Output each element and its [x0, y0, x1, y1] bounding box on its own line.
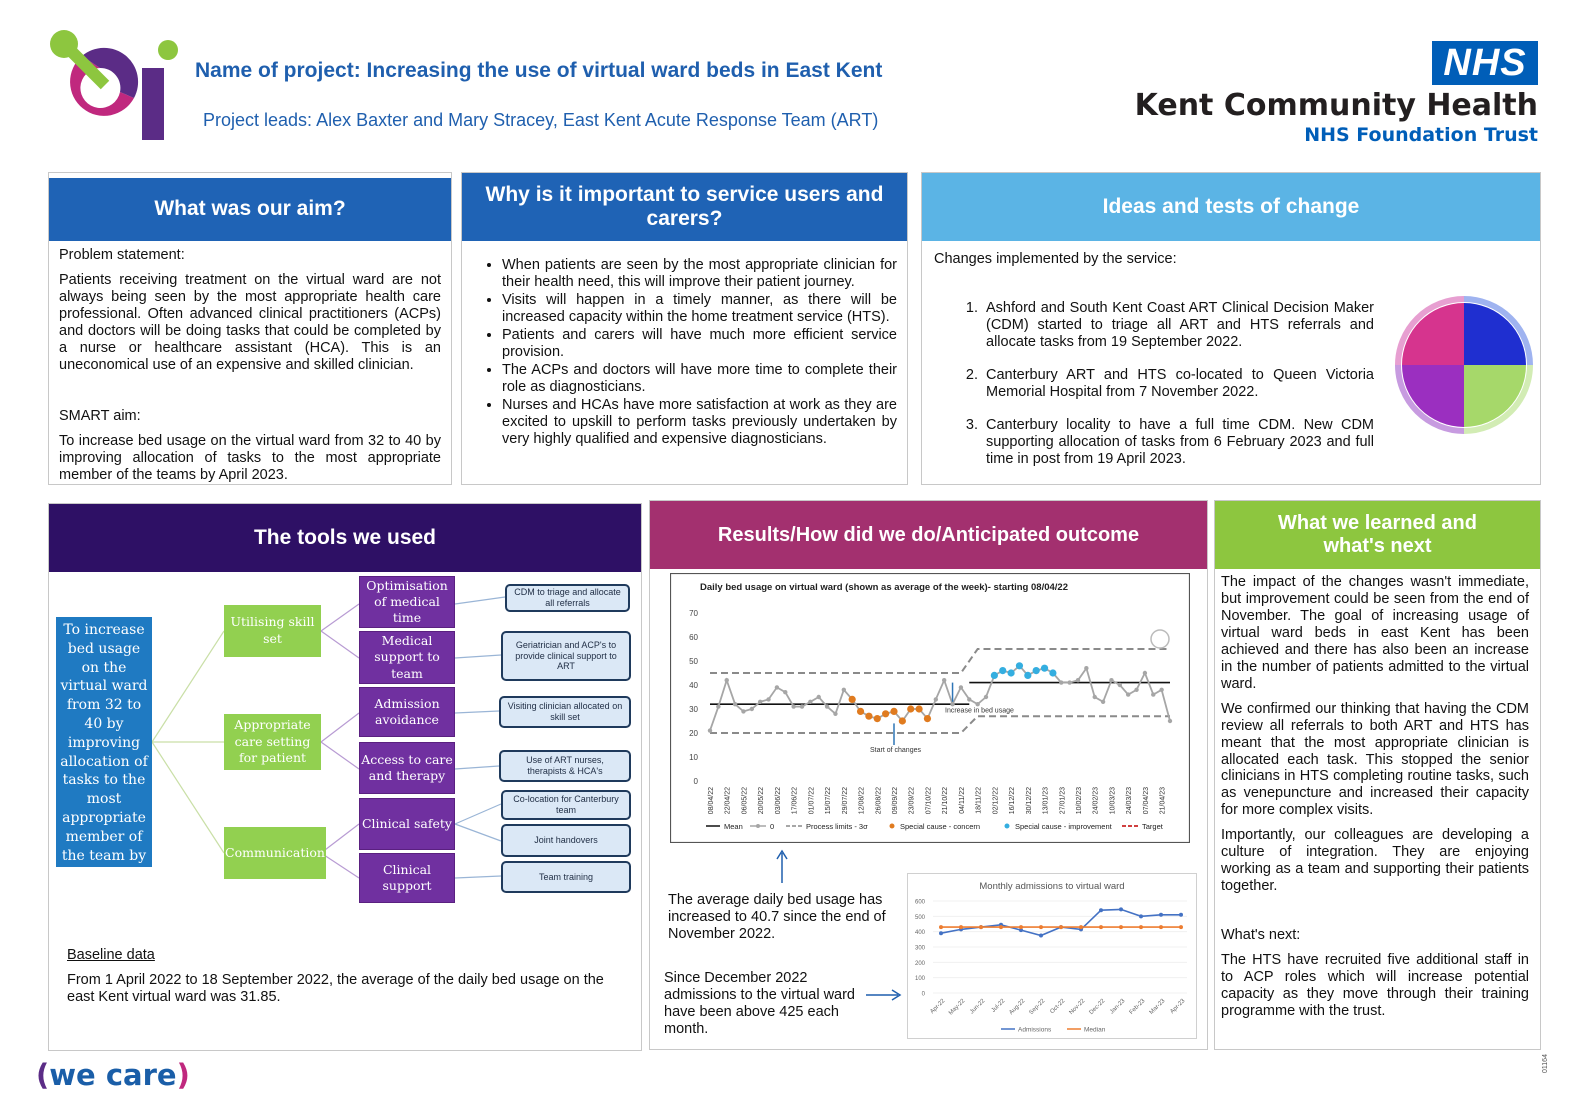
y-tick-label: 70 — [689, 609, 698, 618]
arrow-right-icon — [864, 985, 902, 1005]
spc-chart — [670, 573, 1190, 843]
x-tick-label: 29/07/22 — [841, 787, 849, 815]
data-point — [934, 697, 938, 701]
data-point — [924, 715, 931, 722]
data-point — [857, 708, 864, 715]
data-point — [890, 708, 897, 715]
data-point — [783, 690, 787, 694]
x-tick-label: Oct-22 — [1049, 998, 1067, 1016]
data-point — [1109, 678, 1113, 682]
why-bullet: • Patients and carers will have much more efficient service provision. — [502, 327, 897, 361]
data-point — [1179, 925, 1183, 929]
x-tick-label: 27/01/23 — [1059, 787, 1067, 815]
x-tick-label: Mar-23 — [1148, 998, 1167, 1016]
project-leads: Project leads: Alex Baxter and Mary Stracey, East Kent Acute Response Team (ART) — [203, 110, 879, 130]
data-point — [979, 925, 983, 929]
change-idea: Co-location for Canterbury team — [501, 790, 631, 820]
data-point — [833, 712, 837, 716]
data-point — [967, 697, 971, 701]
x-tick-label: Aug-22 — [1008, 998, 1027, 1017]
x-tick-label: Jun-22 — [969, 998, 987, 1016]
why-bullets — [462, 257, 897, 447]
data-point — [1119, 907, 1123, 911]
we-care-logo — [36, 1058, 190, 1092]
data-point — [865, 713, 872, 720]
data-point — [882, 710, 889, 717]
x-tick-label: 01/07/22 — [808, 787, 816, 815]
data-point — [1076, 678, 1080, 682]
data-point — [1119, 925, 1123, 929]
why-bullet: • Visits will happen in a timely manner, as there will be increased capacity within the home treatment service (HTS). — [502, 292, 897, 326]
secondary-driver: Access to care and therapy — [359, 742, 455, 794]
data-point — [1126, 692, 1130, 696]
x-tick-label: 16/12/22 — [1009, 787, 1017, 815]
data-point — [942, 678, 946, 682]
why-bullet: • When patients are seen by the most appropriate clinician for their health need, this will improve their patient journey. — [502, 257, 897, 291]
org-trust: NHS Foundation Trust — [1304, 124, 1538, 146]
data-point — [741, 709, 745, 713]
legend-swatch-dot — [756, 824, 760, 828]
idea-item: 3. Canterbury locality to have a full time CDM. New CDM supporting allocation of tasks from 6 February 2023 and full time in post from 19 April 2023. — [982, 417, 1374, 468]
data-point — [708, 728, 712, 732]
chart-title: Daily bed usage on virtual ward (shown as average of the week)- starting 08/04/22 — [700, 582, 1068, 593]
legend-label: Special cause - concern — [900, 822, 981, 831]
data-point — [1168, 719, 1172, 723]
data-point — [1099, 908, 1103, 912]
data-point — [915, 705, 922, 712]
x-tick-label: 22/04/22 — [724, 787, 732, 815]
data-point — [1033, 667, 1040, 674]
secondary-driver: Optimisation of medical time — [359, 576, 455, 628]
data-point — [999, 925, 1003, 929]
data-point — [775, 685, 779, 689]
smart-text: To increase bed usage on the virtual ward from 32 to 40 by improving allocation of tasks to the most appropriate member of the teams by April 2023. — [59, 432, 441, 483]
data-point — [950, 702, 954, 706]
why-bullet: • The ACPs and doctors will have more time to complete their role as diagnosticians. — [502, 362, 897, 396]
idea-item: 2. Canterbury ART and HTS co-located to Queen Victoria Memorial Hospital from 7 November 2022. — [982, 367, 1374, 401]
legend-swatch-improvement — [1005, 824, 1010, 829]
data-point — [1007, 669, 1014, 676]
data-point — [1019, 925, 1023, 929]
baseline-text: From 1 April 2022 to 18 September 2022, the average of the daily bed usage on the east Kent virtual ward was 31.85. — [67, 971, 604, 1005]
data-point — [991, 672, 998, 679]
data-point — [874, 715, 881, 722]
data-point — [959, 685, 963, 689]
y-tick-label: 10 — [689, 753, 698, 762]
y-tick-label: 30 — [689, 705, 698, 714]
results-note-1: The average daily bed usage has increased to 40.7 since the end of November 2022. — [668, 892, 886, 942]
data-point — [984, 695, 988, 699]
data-point — [1159, 925, 1163, 929]
driver-goal: To increase bed usage on the virtual ward from 32 to 40 by improving allocation of tasks to the most appropriate member of the team by April 2023 — [56, 617, 152, 867]
y-tick-label: 50 — [689, 657, 698, 666]
results-note-2: Since December 2022 admissions to the virtual ward have been above 425 each month. — [664, 970, 855, 1037]
data-point — [1059, 680, 1063, 684]
data-point — [1041, 665, 1048, 672]
pdsa-cycle-icon — [1394, 295, 1534, 435]
bracket-left-icon: ( — [36, 1058, 50, 1092]
legend-label: Admissions — [1018, 1026, 1052, 1034]
change-idea: Team training — [501, 861, 631, 893]
secondary-driver: Medical support to team — [359, 631, 455, 684]
data-point — [1101, 700, 1105, 704]
primary-driver: Communication — [224, 827, 326, 879]
data-point — [975, 702, 979, 706]
project-title: Name of project: Increasing the use of virtual ward beds in East Kent — [195, 59, 883, 82]
tools-panel — [48, 503, 642, 1051]
data-point — [758, 700, 762, 704]
x-tick-label: 03/06/22 — [774, 787, 782, 815]
data-point — [939, 925, 943, 929]
data-point — [817, 695, 821, 699]
why-panel — [461, 172, 908, 485]
x-tick-label: 07/10/22 — [925, 787, 933, 815]
data-point — [842, 688, 846, 692]
data-point — [849, 696, 856, 703]
data-point — [800, 704, 804, 708]
bracket-right-icon: ) — [176, 1058, 190, 1092]
data-point — [959, 925, 963, 929]
x-tick-label: Dec-22 — [1088, 998, 1107, 1017]
x-tick-label: Apr-23 — [1169, 998, 1187, 1016]
x-tick-label: 06/05/22 — [741, 787, 749, 815]
problem-text: Patients receiving treatment on the virtual ward are not always being seen by the most appropriate health care professional. Often advanced clinical practitioners (ACPs) and doctors will be doing tasks that could be completed by a nurse or healthcare assistant (HCA). This is an uneconomical use of an expensive and skilled clinician. — [59, 271, 441, 373]
y-tick-label: 20 — [689, 729, 698, 738]
y-tick-label: 500 — [914, 914, 925, 921]
tools-heading: The tools we used — [49, 504, 641, 572]
y-tick-label: 100 — [914, 976, 925, 983]
learned-p4: The HTS have recruited five additional staff in to ACP roles which will increase potential capacity as they move through their training programme with the trust. — [1221, 952, 1529, 1019]
poster-code: 01164 — [1541, 1054, 1549, 1073]
data-point — [808, 700, 812, 704]
learned-p2: We confirmed our thinking that having the CDM review all referrals to both ART and HTS has meant that the most appropriate clinician is allocated each task. This stopped the senior clinicians in HTS completing routine tasks, such as venepuncture and increased their capacity for more complex visits. — [1221, 700, 1529, 819]
aim-panel — [48, 172, 452, 485]
ideas-heading: Ideas and tests of change — [922, 173, 1540, 241]
y-tick-label: 300 — [914, 945, 925, 952]
x-tick-label: Sep-22 — [1028, 998, 1047, 1017]
next-label: What's next: — [1221, 927, 1301, 944]
y-tick-label: 0 — [921, 991, 925, 998]
annotation-label: Start of changes — [870, 747, 921, 755]
x-tick-label: 09/09/22 — [892, 787, 899, 815]
arrow-up-icon — [772, 849, 792, 885]
data-point — [1179, 913, 1183, 917]
x-tick-label: 10/02/23 — [1076, 787, 1083, 815]
x-tick-label: 30/12/22 — [1025, 787, 1033, 815]
legend-label: Mean — [724, 822, 743, 831]
change-idea: Geriatrician and ACP's to provide clinical support to ART — [501, 631, 631, 681]
x-tick-label: 12/08/22 — [858, 787, 866, 815]
why-heading: Why is it important to service users and carers? — [462, 173, 907, 241]
why-bullet: • Nurses and HCAs have more satisfaction at work as they are excited to upskill to perform tasks previously undertaken by very highly qualified and expensive diagnosticians. — [502, 397, 897, 448]
x-tick-label: Jan-23 — [1109, 998, 1127, 1016]
x-tick-label: 10/03/23 — [1109, 787, 1117, 815]
x-tick-label: 21/04/23 — [1159, 787, 1167, 815]
nhs-badge: NHS — [1432, 41, 1538, 85]
data-point — [733, 702, 737, 706]
x-tick-label: 08/04/22 — [708, 787, 715, 815]
y-tick-label: 0 — [693, 777, 698, 786]
data-point — [1139, 914, 1143, 918]
change-idea: Visiting clinician allocated on skill set — [499, 696, 631, 728]
legend-label: 0 — [770, 822, 775, 831]
change-idea: Joint handovers — [501, 824, 631, 857]
x-tick-label: Nov-22 — [1068, 998, 1087, 1017]
x-tick-label: 17/06/22 — [791, 787, 799, 815]
x-tick-label: Jul-22 — [990, 998, 1007, 1014]
learned-p3: Importantly, our colleagues are developing a culture of integration. They are enjoying working as a team and supporting their patients together. — [1221, 827, 1529, 895]
data-point — [1059, 925, 1063, 929]
data-point — [899, 717, 906, 724]
data-point — [1039, 934, 1043, 938]
secondary-driver: Admission avoidance — [359, 687, 455, 737]
legend-label: Median — [1084, 1026, 1106, 1034]
data-point — [766, 697, 770, 701]
admissions-chart — [907, 873, 1197, 1039]
data-point — [1049, 669, 1056, 676]
primary-driver: Appropriate care setting for patient — [224, 714, 321, 770]
data-point — [1079, 925, 1083, 929]
data-point — [716, 704, 720, 708]
data-point — [725, 678, 729, 682]
learned-panel — [1214, 500, 1541, 1050]
data-point — [907, 705, 914, 712]
legend-label: Process limits - 3σ — [806, 822, 868, 831]
data-point — [1067, 680, 1071, 684]
x-tick-label: 23/09/22 — [908, 787, 916, 815]
x-tick-label: 02/12/22 — [992, 787, 1000, 815]
data-point — [1016, 662, 1023, 669]
x-tick-label: 24/02/23 — [1092, 787, 1100, 815]
data-point — [1159, 913, 1163, 917]
idea-item: 1. Ashford and South Kent Coast ART Clinical Decision Maker (CDM) started to triage all ART and HTS referrals and allocate tasks from 19 September 2022. — [982, 300, 1374, 351]
data-point — [1099, 925, 1103, 929]
legend-swatch-concern — [890, 824, 895, 829]
org-name: Kent Community Health — [1134, 88, 1538, 123]
data-point — [1139, 925, 1143, 929]
data-point — [1084, 666, 1088, 670]
data-point — [999, 667, 1006, 674]
change-idea: Use of ART nurses, therapists & HCA's — [499, 750, 631, 782]
problem-label: Problem statement: — [59, 247, 185, 263]
data-point — [825, 704, 829, 708]
data-point — [1118, 683, 1122, 687]
learned-p1: The impact of the changes wasn't immediate, but improvement could be seen from the end of November. The goal of increasing usage of virtual ward beds in east Kent has been achieved and there has also been an increase in the number of patients admitted to the virtual ward. — [1221, 574, 1529, 692]
x-tick-label: Apr-22 — [929, 998, 947, 1016]
x-tick-label: Feb-23 — [1128, 998, 1147, 1016]
data-point — [1093, 695, 1097, 699]
results-panel — [649, 500, 1208, 1050]
primary-driver: Utilising skill set — [224, 605, 321, 657]
x-tick-label: 24/03/23 — [1126, 787, 1134, 815]
x-tick-label: 13/01/23 — [1042, 787, 1050, 815]
data-point — [1151, 692, 1155, 696]
x-tick-label: 07/04/23 — [1142, 787, 1150, 815]
aim-heading: What was our aim? — [49, 173, 451, 241]
data-point — [1134, 688, 1138, 692]
smart-label: SMART aim: — [59, 407, 141, 424]
y-tick-label: 40 — [689, 681, 698, 690]
data-point — [1039, 925, 1043, 929]
x-tick-label: 18/11/22 — [975, 787, 983, 814]
data-point — [939, 931, 943, 935]
annotation-label: Increase in bed usage — [945, 707, 1014, 715]
data-point — [1143, 671, 1147, 675]
data-point — [1159, 688, 1163, 692]
data-point — [1024, 672, 1031, 679]
ideas-intro: Changes implemented by the service: — [934, 251, 1177, 267]
y-tick-label: 600 — [914, 899, 925, 906]
y-tick-label: 400 — [914, 930, 925, 937]
secondary-driver: Clinical support — [359, 853, 455, 903]
brand-text: we care — [49, 1058, 177, 1092]
x-tick-label: 20/05/22 — [758, 787, 766, 815]
y-tick-label: 200 — [914, 960, 925, 967]
x-tick-label: 04/11/22 — [958, 787, 966, 814]
ideas-panel — [921, 172, 1541, 485]
legend-label: Special cause - improvement — [1015, 822, 1112, 831]
legend-label: Target — [1142, 822, 1163, 831]
qi-logo — [42, 28, 182, 143]
x-tick-label: May-22 — [948, 998, 967, 1017]
y-tick-label: 60 — [689, 633, 698, 642]
baseline-label: Baseline data — [67, 947, 155, 963]
x-tick-label: 15/07/22 — [825, 787, 833, 815]
x-tick-label: 26/08/22 — [875, 787, 883, 815]
data-point — [791, 704, 795, 708]
results-heading: Results/How did we do/Anticipated outcome — [650, 501, 1207, 569]
data-point — [750, 707, 754, 711]
chart-title: Monthly admissions to virtual ward — [979, 881, 1125, 892]
x-tick-label: 21/10/22 — [942, 787, 950, 815]
secondary-driver: Clinical safety — [359, 798, 455, 850]
ideas-list — [934, 300, 1374, 468]
learned-heading: What we learned and what's next — [1215, 501, 1540, 569]
change-idea: CDM to triage and allocate all referrals — [505, 584, 630, 612]
